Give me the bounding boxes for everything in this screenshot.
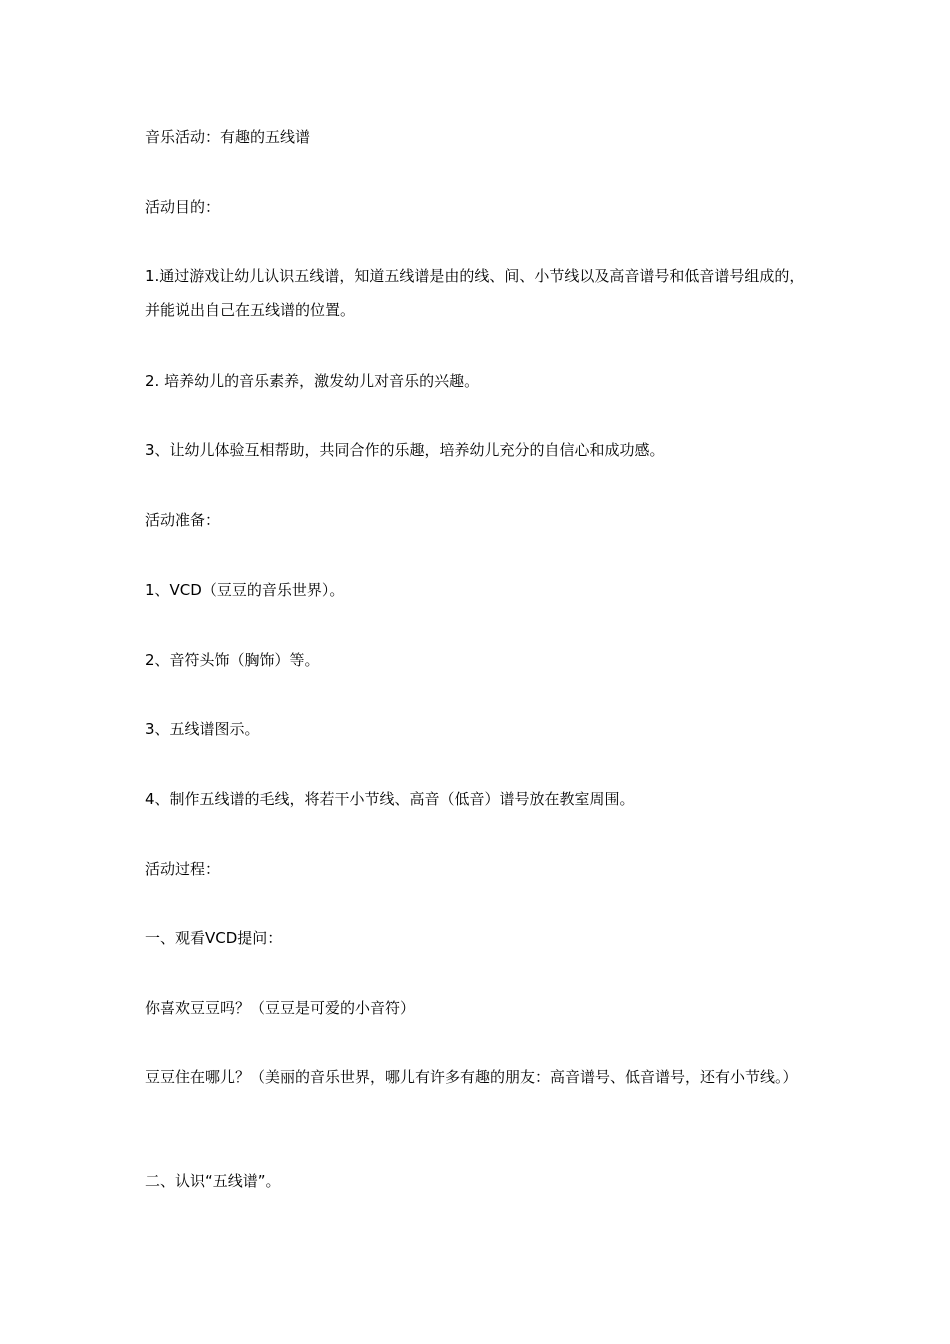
question-2: 豆豆住在哪儿？（美丽的音乐世界，哪儿有许多有趣的朋友：高音谱号、低音谱号，还有小节线。）	[145, 1068, 798, 1086]
goals-heading: 活动目的：	[145, 198, 221, 216]
document-title: 音乐活动：有趣的五线谱	[145, 128, 311, 146]
process-step-2: 二、认识“五线谱”。	[145, 1172, 281, 1190]
prep-item-2: 2、音符头饰（胸饰）等。	[145, 651, 320, 669]
process-step-1: 一、观看VCD提问：	[145, 929, 283, 947]
prep-heading: 活动准备：	[145, 511, 221, 529]
goal-item-2: 2. 培养幼儿的音乐素养，激发幼儿对音乐的兴趣。	[145, 372, 480, 390]
goal-item-1: 1.通过游戏让幼儿认识五线谱，知道五线谱是由的线、间、小节线以及高音谱号和低音谱号组成的，并能说出自己在五线谱的位置。	[145, 267, 805, 319]
prep-item-1: 1、VCD（豆豆的音乐世界）。	[145, 581, 345, 599]
prep-item-3: 3、五线谱图示。	[145, 720, 260, 738]
goal-item-3: 3、让幼儿体验互相帮助，共同合作的乐趣，培养幼儿充分的自信心和成功感。	[145, 441, 665, 459]
prep-item-4: 4、制作五线谱的毛线，将若干小节线、高音（低音）谱号放在教室周围。	[145, 790, 635, 808]
process-heading: 活动过程：	[145, 860, 221, 878]
question-1: 你喜欢豆豆吗？（豆豆是可爱的小音符）	[145, 999, 416, 1017]
